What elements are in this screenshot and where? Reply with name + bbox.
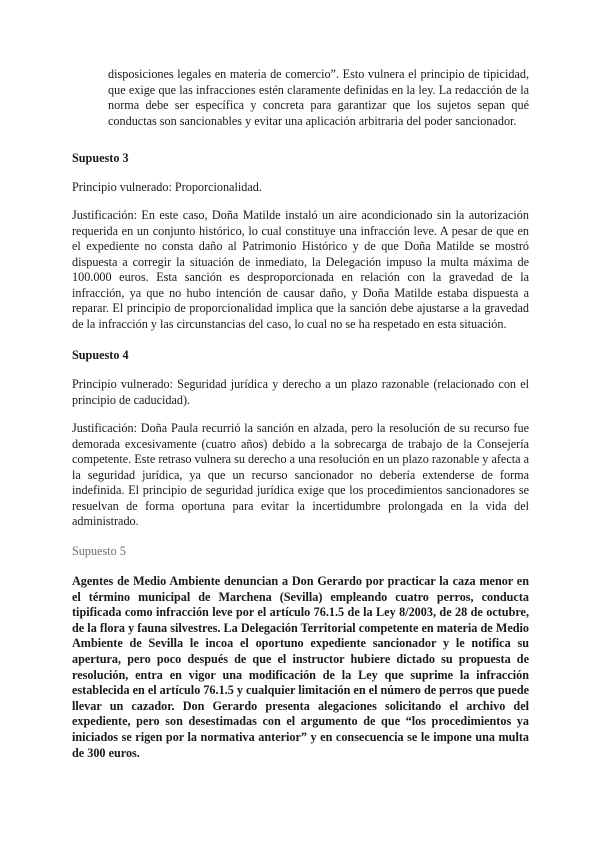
supuesto-3-heading: Supuesto 3: [72, 151, 129, 165]
supuesto-3-principle: Principio vulnerado: Proporcionalidad.: [72, 180, 262, 194]
supuesto-5-statement: Agentes de Medio Ambiente denuncian a Don Gerardo por practicar la caza menor en el término municipal de Marchena (Sevilla) empleando cuatro perros, conducta tipificada como infracción leve por el artículo 76.1.5 de la Ley 8/2003, de 28 de octubre, de la flora y fauna silvestres. La Delegación Territorial competente en materia de Medio Ambiente de Sevilla le incoa el oportuno expediente sancionador y le notifica su apertura, pero poco después de que el instructor hubiere dictado su propuesta de resolución, entra en vigor una modificación de la Ley que suprime la infracción establecida en el artículo 76.1.5 y cualquier limitación en el número de perros que puede llevar un cazador. Don Gerardo presenta alegaciones solicitando el archivo del expediente, pero son desestimadas con el argumento de que “los procedimientos ya iniciados se rigen por la normativa anterior” y en consecuencia se le impone una multa de 300 euros.: [72, 574, 530, 760]
supuesto-3-justification: Justificación: En este caso, Doña Matilde instaló un aire acondicionado sin la autorización requerida en un conjunto histórico, lo cual constituye una infracción leve. A pesar de que en el expediente no consta daño al Patrimonio Histórico y de que Doña Matilde se mostró dispuesta a corregir la situación de inmediato, la Delegación impuso la multa máxima de 100.000 euros. Esta sanción es desproporcionada en relación con la gravedad de la infracción, ya que no hubo intención de causar daño, y Doña Matilde estaba dispuesta a reparar. El principio de proporcionalidad implica que la sanción debe ajustarse a la gravedad de la infracción y las circunstancias del caso, lo cual no se ha respetado en esta situación.: [72, 208, 529, 331]
supuesto-4-principle: Principio vulnerado: Seguridad jurídica y derecho a un plazo razonable (relacionado con el principio de caducidad).: [72, 377, 529, 407]
supuesto-5-statement-block: [72, 574, 529, 761]
supuesto-4-heading: Supuesto 4: [72, 348, 129, 362]
supuesto-5-heading: Supuesto 5: [72, 544, 126, 558]
supuesto-4-justification: Justificación: Doña Paula recurrió la sanción en alzada, pero la resolución de su recurso fue demorada excesivamente (cuatro años) debido a la sobrecarga de trabajo de la Consejería competente. Este retraso vulnera su derecho a una resolución en un plazo razonable y afecta a la seguridad jurídica, ya que un recurso sancionador no debería extenderse de forma indefinida. El principio de seguridad jurídica exige que los procedimientos sancionadores se resuelvan de forma oportuna para evitar la incertidumbre prolongada en la vida del administrado.: [72, 421, 529, 528]
intro-paragraph: disposiciones legales en materia de comercio”. Esto vulnera el principio de tipicidad, que exige que las infracciones estén claramente definidas en la ley. La redacción de la norma debe ser específica y concreta para garantizar que los sujetos sepan qué conductas son sancionables y evitar una aplicación arbitraria del poder sancionador.: [108, 67, 529, 128]
